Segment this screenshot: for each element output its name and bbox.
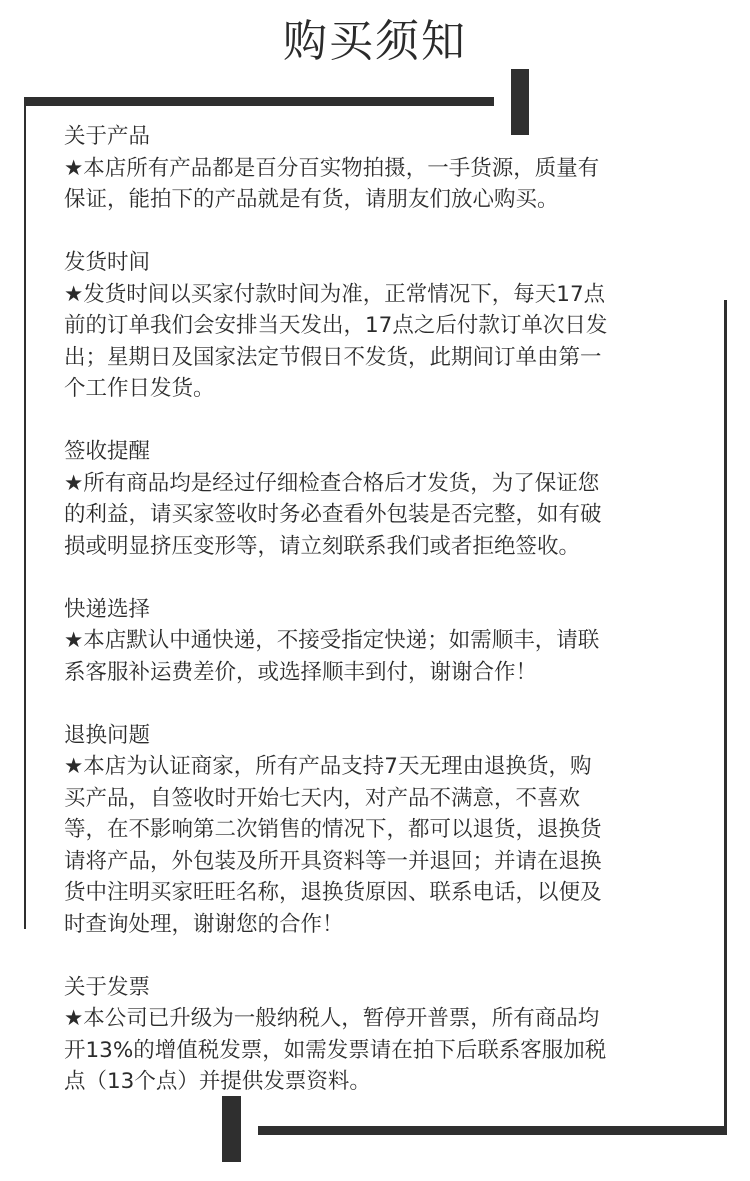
section-title: 退换问题 [64,722,151,748]
section-text-line: 损或明显挤压变形等，请立刻联系我们或者拒绝签收。 [64,533,581,559]
section-title: 关于发票 [64,974,151,1000]
section-text-line: 前的订单我们会安排当天发出，17点之后付款订单次日发 [64,313,608,338]
section-product [64,121,674,216]
section-text-line: 保证，能拍下的产品就是有货，请朋友们放心购买。 [64,187,559,212]
section-title: 关于产品 [64,124,151,149]
section-text-line: 个工作日发货。 [64,376,215,401]
page-title: 购买须知 [283,16,467,67]
section-text-line: ★本店为认证商家，所有产品支持7天无理由退换货，购 [64,754,592,779]
section-text-line: 出；星期日及国家法定节假日不发货，此期间订单由第一 [64,344,602,370]
section-courier-choice [64,594,674,689]
section-text-line: ★所有商品均是经过仔细检查合格后才发货，为了保证您 [64,470,600,496]
section-text-line: 的利益，请买家签收时务必查看外包装是否完整，如有破 [64,502,602,527]
right-frame-line [724,300,727,1134]
section-text-line: 系客服补运费差价，或选择顺丰到付，谢谢合作！ [64,659,538,685]
section-text-line: 开13%的增值税发票，如需发票请在拍下后联系客服加税 [64,1037,607,1063]
section-returns [64,720,674,941]
left-frame-line [24,97,26,929]
section-text-line: ★本店默认中通快递，不接受指定快递；如需顺丰，请联 [64,628,600,653]
section-title: 快递选择 [64,596,151,622]
section-invoice [64,972,674,1098]
top-frame-bar [24,97,494,106]
section-text-line: 时查询处理，谢谢您的合作！ [64,911,344,937]
section-text-line: ★发货时间以买家付款时间为准，正常情况下，每天17点 [64,281,606,307]
section-title: 发货时间 [64,250,151,275]
section-text-line: 请将产品，外包装及所开具资料等一并退回；并请在退换 [64,848,602,874]
section-text-line: 货中注明买家旺旺名称，退换货原因、联系电话，以便及 [64,880,602,905]
bottom-frame-bar [258,1126,727,1135]
section-text-line: ★本店所有产品都是百分百实物拍摄，一手货源，质量有 [64,155,600,181]
section-shipping-time [64,247,674,405]
section-text-line: ★本公司已升级为一般纳税人，暂停开普票，所有商品均 [64,1006,600,1031]
notice-content [64,121,674,1098]
section-text-line: 买产品，自签收时开始七天内，对产品不满意，不喜欢 [64,785,581,811]
bottom-frame-block [222,1096,241,1162]
section-title: 签收提醒 [64,439,151,464]
section-text-line: 点（13个点）并提供发票资料。 [64,1069,371,1094]
section-receipt-reminder [64,436,674,562]
section-text-line: 等，在不影响第二次销售的情况下，都可以退货，退换货 [64,817,602,842]
